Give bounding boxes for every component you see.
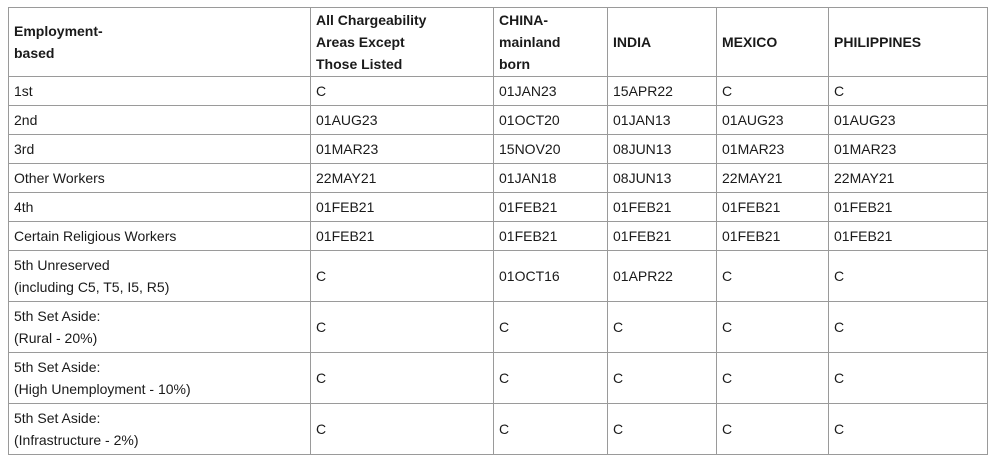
cell-all-chargeability: 01AUG23 — [311, 106, 494, 135]
row-category-cell: 4th — [9, 193, 311, 222]
cell-philippines: 01FEB21 — [829, 193, 988, 222]
row-category-cell: 5th Set Aside: (Rural - 20%) — [9, 302, 311, 353]
table-body — [9, 77, 988, 455]
header-all-chargeability: All Chargeability Areas Except Those Listed — [311, 8, 494, 77]
header-employment-based: Employment- based — [9, 8, 311, 77]
table-row — [9, 135, 988, 164]
table-row — [9, 251, 988, 302]
header-china: CHINA- mainland born — [494, 8, 608, 77]
cell-india: 08JUN13 — [608, 135, 717, 164]
cell-philippines: C — [829, 302, 988, 353]
table-row — [9, 353, 988, 404]
cell-philippines: C — [829, 404, 988, 455]
row-category-cell: Certain Religious Workers — [9, 222, 311, 251]
cell-mexico: C — [717, 353, 829, 404]
cell-all-chargeability: 22MAY21 — [311, 164, 494, 193]
cell-china: C — [494, 353, 608, 404]
cell-philippines: 01MAR23 — [829, 135, 988, 164]
table-row — [9, 77, 988, 106]
header-row — [9, 8, 988, 77]
cell-mexico: 01MAR23 — [717, 135, 829, 164]
cell-philippines: C — [829, 77, 988, 106]
cell-philippines: 22MAY21 — [829, 164, 988, 193]
cell-india: 01FEB21 — [608, 222, 717, 251]
table-row — [9, 164, 988, 193]
cell-mexico: C — [717, 251, 829, 302]
header-philippines: PHILIPPINES — [829, 8, 988, 77]
cell-philippines: C — [829, 353, 988, 404]
cell-china: 01JAN23 — [494, 77, 608, 106]
cell-all-chargeability: 01FEB21 — [311, 193, 494, 222]
cell-china: 01OCT20 — [494, 106, 608, 135]
cell-all-chargeability: C — [311, 404, 494, 455]
cell-india: 15APR22 — [608, 77, 717, 106]
cell-india: C — [608, 404, 717, 455]
row-category-cell: 5th Set Aside: (High Unemployment - 10%) — [9, 353, 311, 404]
cell-india: 01APR22 — [608, 251, 717, 302]
cell-all-chargeability: 01FEB21 — [311, 222, 494, 251]
cell-india: C — [608, 353, 717, 404]
cell-china: 01OCT16 — [494, 251, 608, 302]
table-row — [9, 106, 988, 135]
cell-india: 01FEB21 — [608, 193, 717, 222]
cell-mexico: C — [717, 77, 829, 106]
cell-all-chargeability: C — [311, 77, 494, 106]
cell-china: C — [494, 302, 608, 353]
cell-india: C — [608, 302, 717, 353]
table-row — [9, 222, 988, 251]
cell-all-chargeability: 01MAR23 — [311, 135, 494, 164]
cell-philippines: 01FEB21 — [829, 222, 988, 251]
table-row — [9, 193, 988, 222]
cell-mexico: 01FEB21 — [717, 222, 829, 251]
cell-all-chargeability: C — [311, 302, 494, 353]
cell-china: 01JAN18 — [494, 164, 608, 193]
visa-bulletin-table — [8, 7, 988, 455]
row-category-cell: 5th Set Aside: (Infrastructure - 2%) — [9, 404, 311, 455]
cell-philippines: 01AUG23 — [829, 106, 988, 135]
table-row — [9, 302, 988, 353]
cell-mexico: 01FEB21 — [717, 193, 829, 222]
cell-china: C — [494, 404, 608, 455]
table-row — [9, 404, 988, 455]
header-india: INDIA — [608, 8, 717, 77]
row-category-cell: 3rd — [9, 135, 311, 164]
cell-philippines: C — [829, 251, 988, 302]
cell-mexico: 22MAY21 — [717, 164, 829, 193]
cell-china: 01FEB21 — [494, 193, 608, 222]
cell-mexico: C — [717, 404, 829, 455]
cell-all-chargeability: C — [311, 353, 494, 404]
cell-mexico: C — [717, 302, 829, 353]
row-category-cell: Other Workers — [9, 164, 311, 193]
cell-all-chargeability: C — [311, 251, 494, 302]
header-mexico: MEXICO — [717, 8, 829, 77]
cell-india: 08JUN13 — [608, 164, 717, 193]
row-category-cell: 1st — [9, 77, 311, 106]
cell-mexico: 01AUG23 — [717, 106, 829, 135]
cell-china: 01FEB21 — [494, 222, 608, 251]
row-category-cell: 5th Unreserved (including C5, T5, I5, R5) — [9, 251, 311, 302]
cell-india: 01JAN13 — [608, 106, 717, 135]
cell-china: 15NOV20 — [494, 135, 608, 164]
row-category-cell: 2nd — [9, 106, 311, 135]
